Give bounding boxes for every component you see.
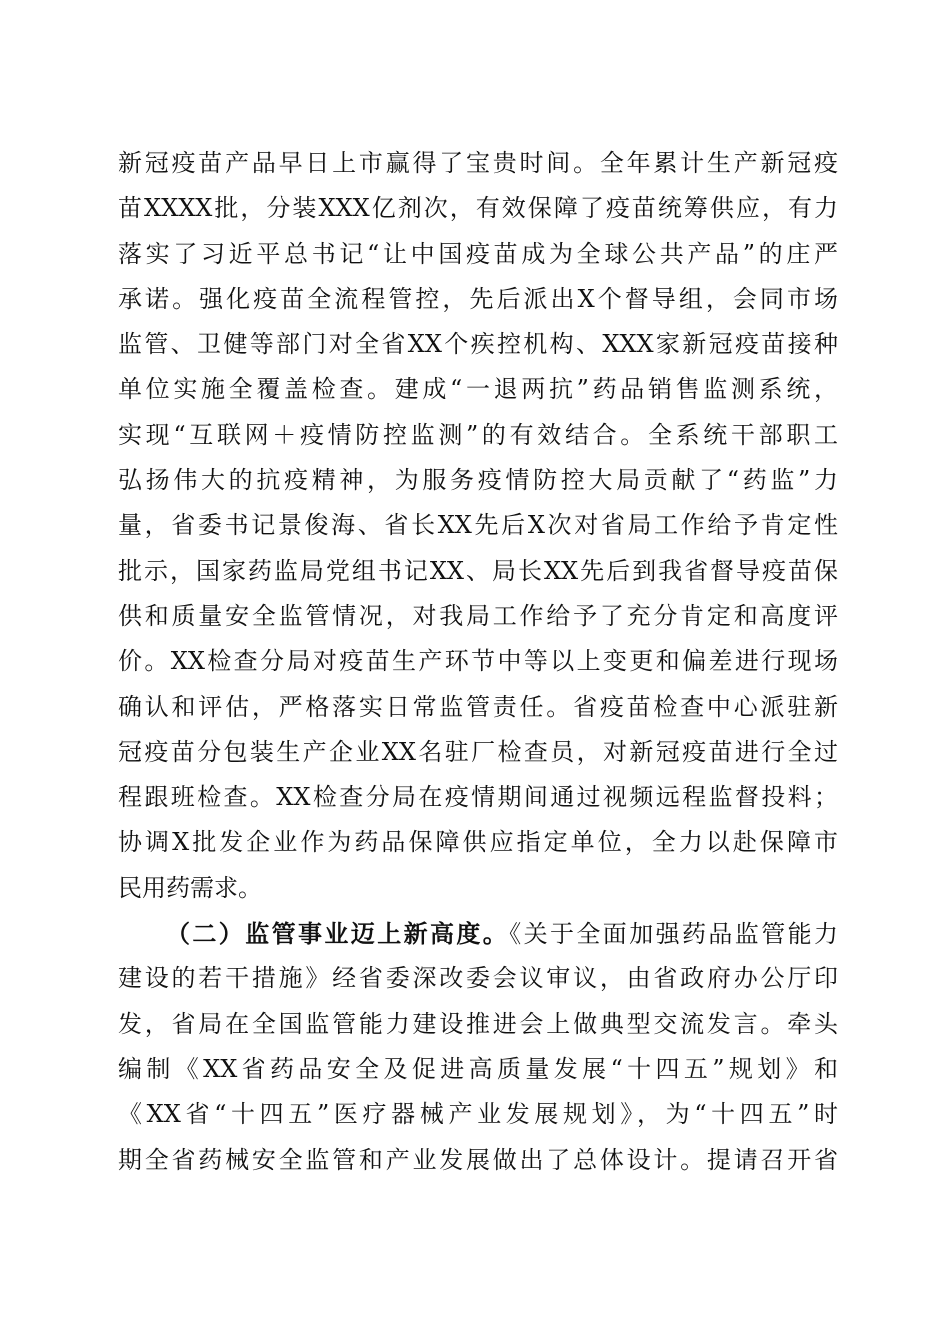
text-line: 实现“互联网＋疫情防控监测”的有效结合。全系统干部职工: [118, 420, 838, 449]
text-line: 协调X批发企业作为药品保障供应指定单位，全力以赴保障市: [118, 828, 838, 857]
text-line: 量，省委书记景俊海、省长XX先后X次对省局工作给予肯定性: [118, 511, 838, 540]
text-line: 苗XXXX批，分装XXX亿剂次，有效保障了疫苗统筹供应，有力: [118, 194, 838, 223]
text-line: 弘扬伟大的抗疫精神，为服务疫情防控大局贡献了“药监”力: [118, 466, 838, 495]
text-line: 新冠疫苗产品早日上市赢得了宝贵时间。全年累计生产新冠疫: [118, 149, 838, 177]
text-line: 批示，国家药监局党组书记XX、局长XX先后到我省督导疫苗保: [118, 556, 838, 585]
paragraph-1: [118, 141, 838, 911]
text-line: 确认和评估，严格落实日常监管责任。省疫苗检查中心派驻新: [118, 692, 838, 721]
text-run: 《关于全面加强药品监管能力: [509, 920, 839, 949]
text-line: 建设的若干措施》经省委深改委会议审议，由省政府办公厅印: [118, 964, 838, 993]
text-line: 监管、卫健等部门对全省XX个疾控机构、XXX家新冠疫苗接种: [118, 330, 838, 359]
document-body: [118, 141, 838, 1183]
text-line: 落实了习近平总书记“让中国疫苗成为全球公共产品”的庄严: [118, 239, 838, 268]
text-line: 程跟班检查。XX检查分局在疫情期间通过视频远程监督投料；: [118, 783, 838, 812]
text-line: 民用药需求。: [118, 873, 262, 902]
text-line: 冠疫苗分包装生产企业XX名驻厂检查员，对新冠疫苗进行全过: [118, 737, 838, 766]
text-line: 供和质量安全监管情况，对我局工作给予了充分肯定和高度评: [118, 601, 838, 630]
paragraph-2-first-line: [118, 911, 838, 956]
text-line: 承诺。强化疫苗全流程管控，先后派出X个督导组，会同市场: [118, 284, 838, 313]
text-line: 单位实施全覆盖检查。建成“一退两抗”药品销售监测系统，: [118, 375, 838, 404]
text-line: 《XX省“十四五”医疗器械产业发展规划》，为“十四五”时: [118, 1100, 838, 1129]
paragraph-2: [118, 911, 838, 1183]
text-line: 编制《XX省药品安全及促进高质量发展“十四五”规划》和: [118, 1054, 838, 1083]
section-heading: （二）监管事业迈上新高度。: [166, 919, 510, 949]
text-line: 发，省局在全国监管能力建设推进会上做典型交流发言。牵头: [118, 1009, 838, 1038]
text-line: 期全省药械安全监管和产业发展做出了总体设计。提请召开省: [118, 1145, 838, 1174]
text-line: 价。XX检查分局对疫苗生产环节中等以上变更和偏差进行现场: [118, 647, 838, 676]
